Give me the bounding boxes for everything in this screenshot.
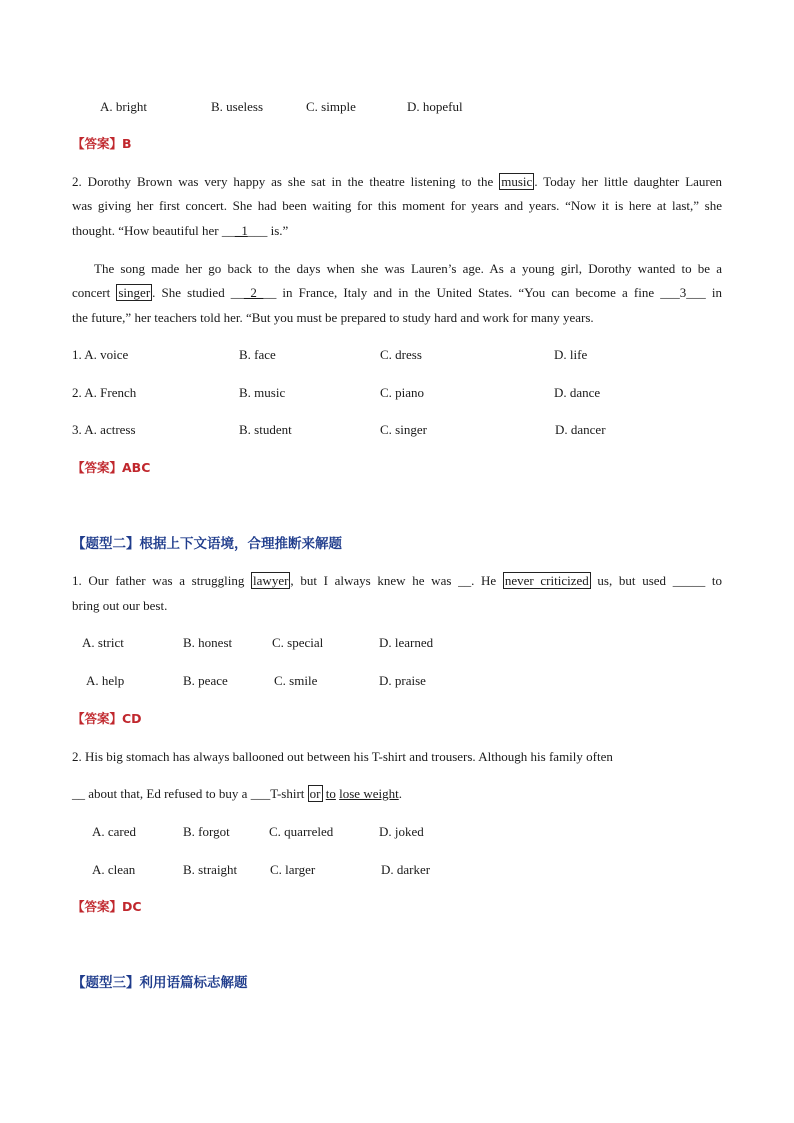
- option: C. piano: [380, 385, 425, 400]
- option: C. singer: [380, 422, 427, 437]
- option: A. help: [86, 673, 125, 688]
- answer-label: 【答案】CD: [72, 711, 142, 726]
- section-heading: 【题型二】根据上下文语境，合理推断来解题: [72, 536, 342, 552]
- section-heading: 【题型三】利用语篇标志解题: [72, 975, 248, 991]
- question-line: __ about that, Ed refused to buy a ___T-shirt or to lose weight.: [72, 786, 402, 801]
- boxed-word: singer: [118, 285, 151, 300]
- option-b: B. useless: [211, 99, 263, 114]
- option: D. dancer: [555, 422, 606, 437]
- option: B. honest: [183, 635, 233, 650]
- option: C. larger: [270, 862, 316, 877]
- option-a: A. bright: [100, 99, 147, 114]
- question-line: 1. Our father was a struggling lawyer , but I always knew he was __. He never criticized us, but used _____ to: [72, 573, 722, 588]
- option: B. music: [239, 385, 286, 400]
- option: D. dance: [554, 385, 601, 400]
- answer-label: 【答案】DC: [72, 899, 142, 914]
- option: C. special: [272, 635, 324, 650]
- boxed-word: music: [501, 174, 533, 189]
- option: A. cared: [92, 824, 137, 839]
- option: 3. A. actress: [72, 422, 136, 437]
- boxed-word: lawyer: [253, 573, 289, 588]
- option: 2. A. French: [72, 385, 137, 400]
- option: B. forgot: [183, 824, 230, 839]
- answer-label: 【答案】ABC: [72, 460, 151, 475]
- option: D. learned: [379, 635, 434, 650]
- passage-line: The song made her go back to the days when she was Lauren’s age. As a young girl, Dorothy wanted to be a: [94, 261, 722, 276]
- option: D. darker: [381, 862, 431, 877]
- boxed-word: never criticized: [504, 573, 589, 588]
- option: C. smile: [274, 673, 318, 688]
- question-line: bring out our best.: [72, 598, 168, 613]
- option: A. clean: [92, 862, 136, 877]
- boxed-word: or: [309, 786, 321, 801]
- passage-line: concert singer . She studied ___2___ in France, Italy and in the United States. “You can become a fine ___3___ in: [72, 285, 722, 300]
- passage-line: the future,” her teachers told her. “But you must be prepared to study hard and work for many years.: [72, 310, 594, 325]
- option: B. straight: [183, 862, 238, 877]
- option: C. quarreled: [269, 824, 334, 839]
- option: B. face: [239, 347, 276, 362]
- option: D. praise: [379, 673, 426, 688]
- question-line: 2. His big stomach has always ballooned out between his T-shirt and trousers. Although his family often: [72, 749, 613, 764]
- answer-label: 【答案】B: [72, 136, 132, 151]
- option: B. student: [239, 422, 292, 437]
- option-c: C. simple: [306, 99, 356, 114]
- passage-line: 2. Dorothy Brown was very happy as she sat in the theatre listening to the music . Today her little daughter Lauren: [72, 174, 723, 189]
- option: A. strict: [82, 635, 124, 650]
- passage-line: was giving her first concert. She had been waiting for this moment for years and years. “Now it is here at last,” she: [72, 198, 722, 213]
- option: B. peace: [183, 673, 228, 688]
- option-d: D. hopeful: [407, 99, 463, 114]
- option: D. joked: [379, 824, 424, 839]
- option: C. dress: [380, 347, 422, 362]
- option: 1. A. voice: [72, 347, 129, 362]
- passage-line: thought. “How beautiful her ___1___ is.”: [72, 223, 289, 238]
- option: D. life: [554, 347, 588, 362]
